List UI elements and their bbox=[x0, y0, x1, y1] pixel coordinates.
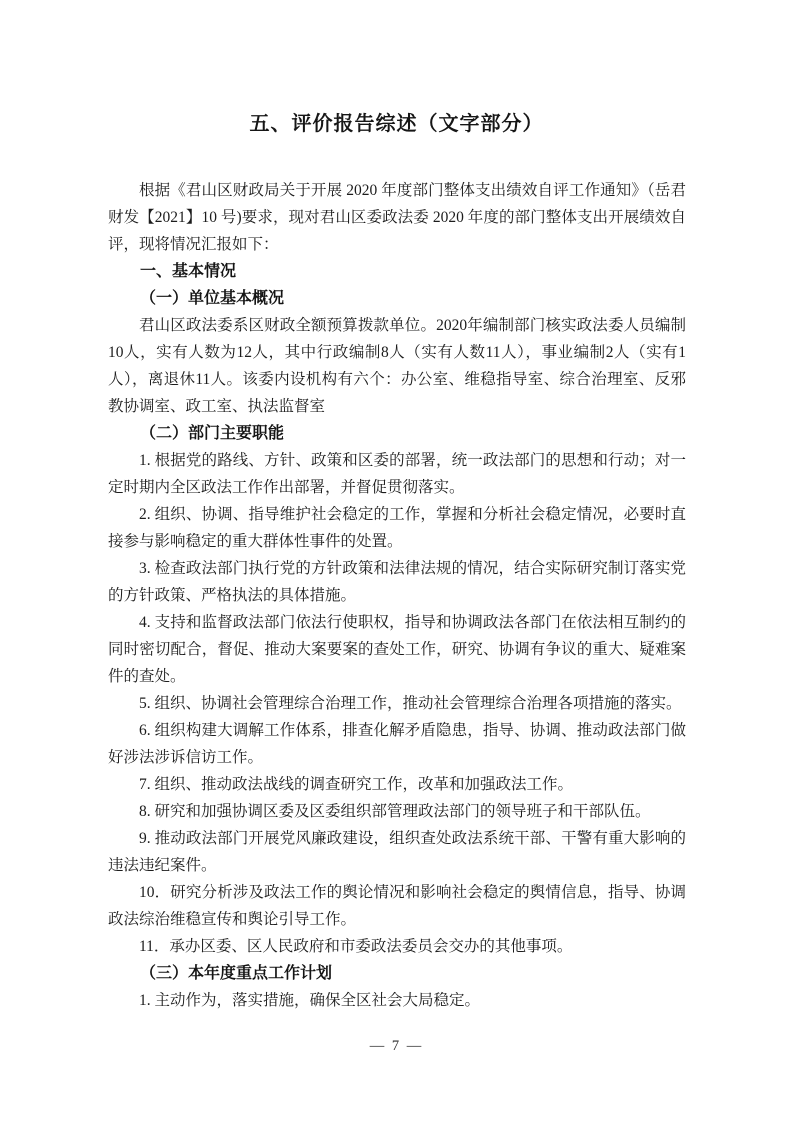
paragraph: 1. 根据党的路线、方针、政策和区委的部署，统一政法部门的思想和行动；对一定时期内全区政法工作作出部署，并督促贯彻落实。 bbox=[108, 452, 686, 496]
paragraph: 根据《君山区财政局关于开展 2020 年度部门整体支出绩效自评工作通知》（岳君财发【2021】10 号)要求，现对君山区委政法委 2020 年度的部门整体支出开展绩效自评，现将情况汇报如下： bbox=[108, 182, 686, 253]
page-title: 五、评价报告综述（文字部分） bbox=[249, 113, 544, 135]
paragraph: 5. 组织、协调社会管理综合治理工作，推动社会管理综合治理各项措施的落实。 bbox=[139, 695, 682, 712]
paragraph: 6. 组织构建大调解工作体系，排查化解矛盾隐患，指导、协调、推动政法部门做好涉法涉诉信访工作。 bbox=[108, 722, 686, 766]
paragraph: 4. 支持和监督政法部门依法行使职权，指导和协调政法各部门在依法相互制约的同时密切配合，督促、推动大案要案的查处工作，研究、协调有争议的重大、疑难案件的查处。 bbox=[108, 614, 686, 685]
paragraph: 1. 主动作为，落实措施，确保全区社会大局稳定。 bbox=[139, 992, 481, 1009]
section-heading: （二）部门主要职能 bbox=[140, 425, 285, 442]
paragraph: 10．研究分析涉及政法工作的舆论情况和影响社会稳定的舆情信息，指导、协调政法综治维稳宣传和舆论引导工作。 bbox=[108, 884, 686, 928]
section-heading: 一、基本情况 bbox=[140, 263, 237, 280]
paragraph: 8. 研究和加强协调区委及区委组织部管理政法部门的领导班子和干部队伍。 bbox=[139, 803, 651, 820]
paragraph: 3. 检查政法部门执行党的方针政策和法律法规的情况，结合实际研究制订落实党的方针政策、严格执法的具体措施。 bbox=[108, 560, 686, 604]
paragraph: 9. 推动政法部门开展党风廉政建设，组织查处政法系统干部、干警有重大影响的违法违纪案件。 bbox=[108, 830, 686, 874]
section-heading: （三）本年度重点工作计划 bbox=[140, 965, 333, 982]
paragraph: 7. 组织、推动政法战线的调查研究工作，改革和加强政法工作。 bbox=[139, 776, 574, 793]
page-number: — 7 — bbox=[369, 1038, 424, 1054]
section-heading: （一）单位基本概况 bbox=[140, 290, 285, 307]
paragraph: 君山区政法委系区财政全额预算拨款单位。2020年编制部门核实政法委人员编制10人，实有人数为12人，其中行政编制8人（实有人数11人），事业编制2人（实有1人），离退休11人。该委内设机构有六个：办公室、维稳指导室、综合治理室、反邪教协调室、政工室、执法监督室 bbox=[108, 317, 686, 415]
paragraph: 11．承办区委、区人民政府和市委政法委员会交办的其他事项。 bbox=[139, 938, 573, 955]
document-body bbox=[108, 177, 686, 1014]
paragraph: 2. 组织、协调、指导维护社会稳定的工作，掌握和分析社会稳定情况，必要时直接参与影响稳定的重大群体性事件的处置。 bbox=[108, 506, 686, 550]
